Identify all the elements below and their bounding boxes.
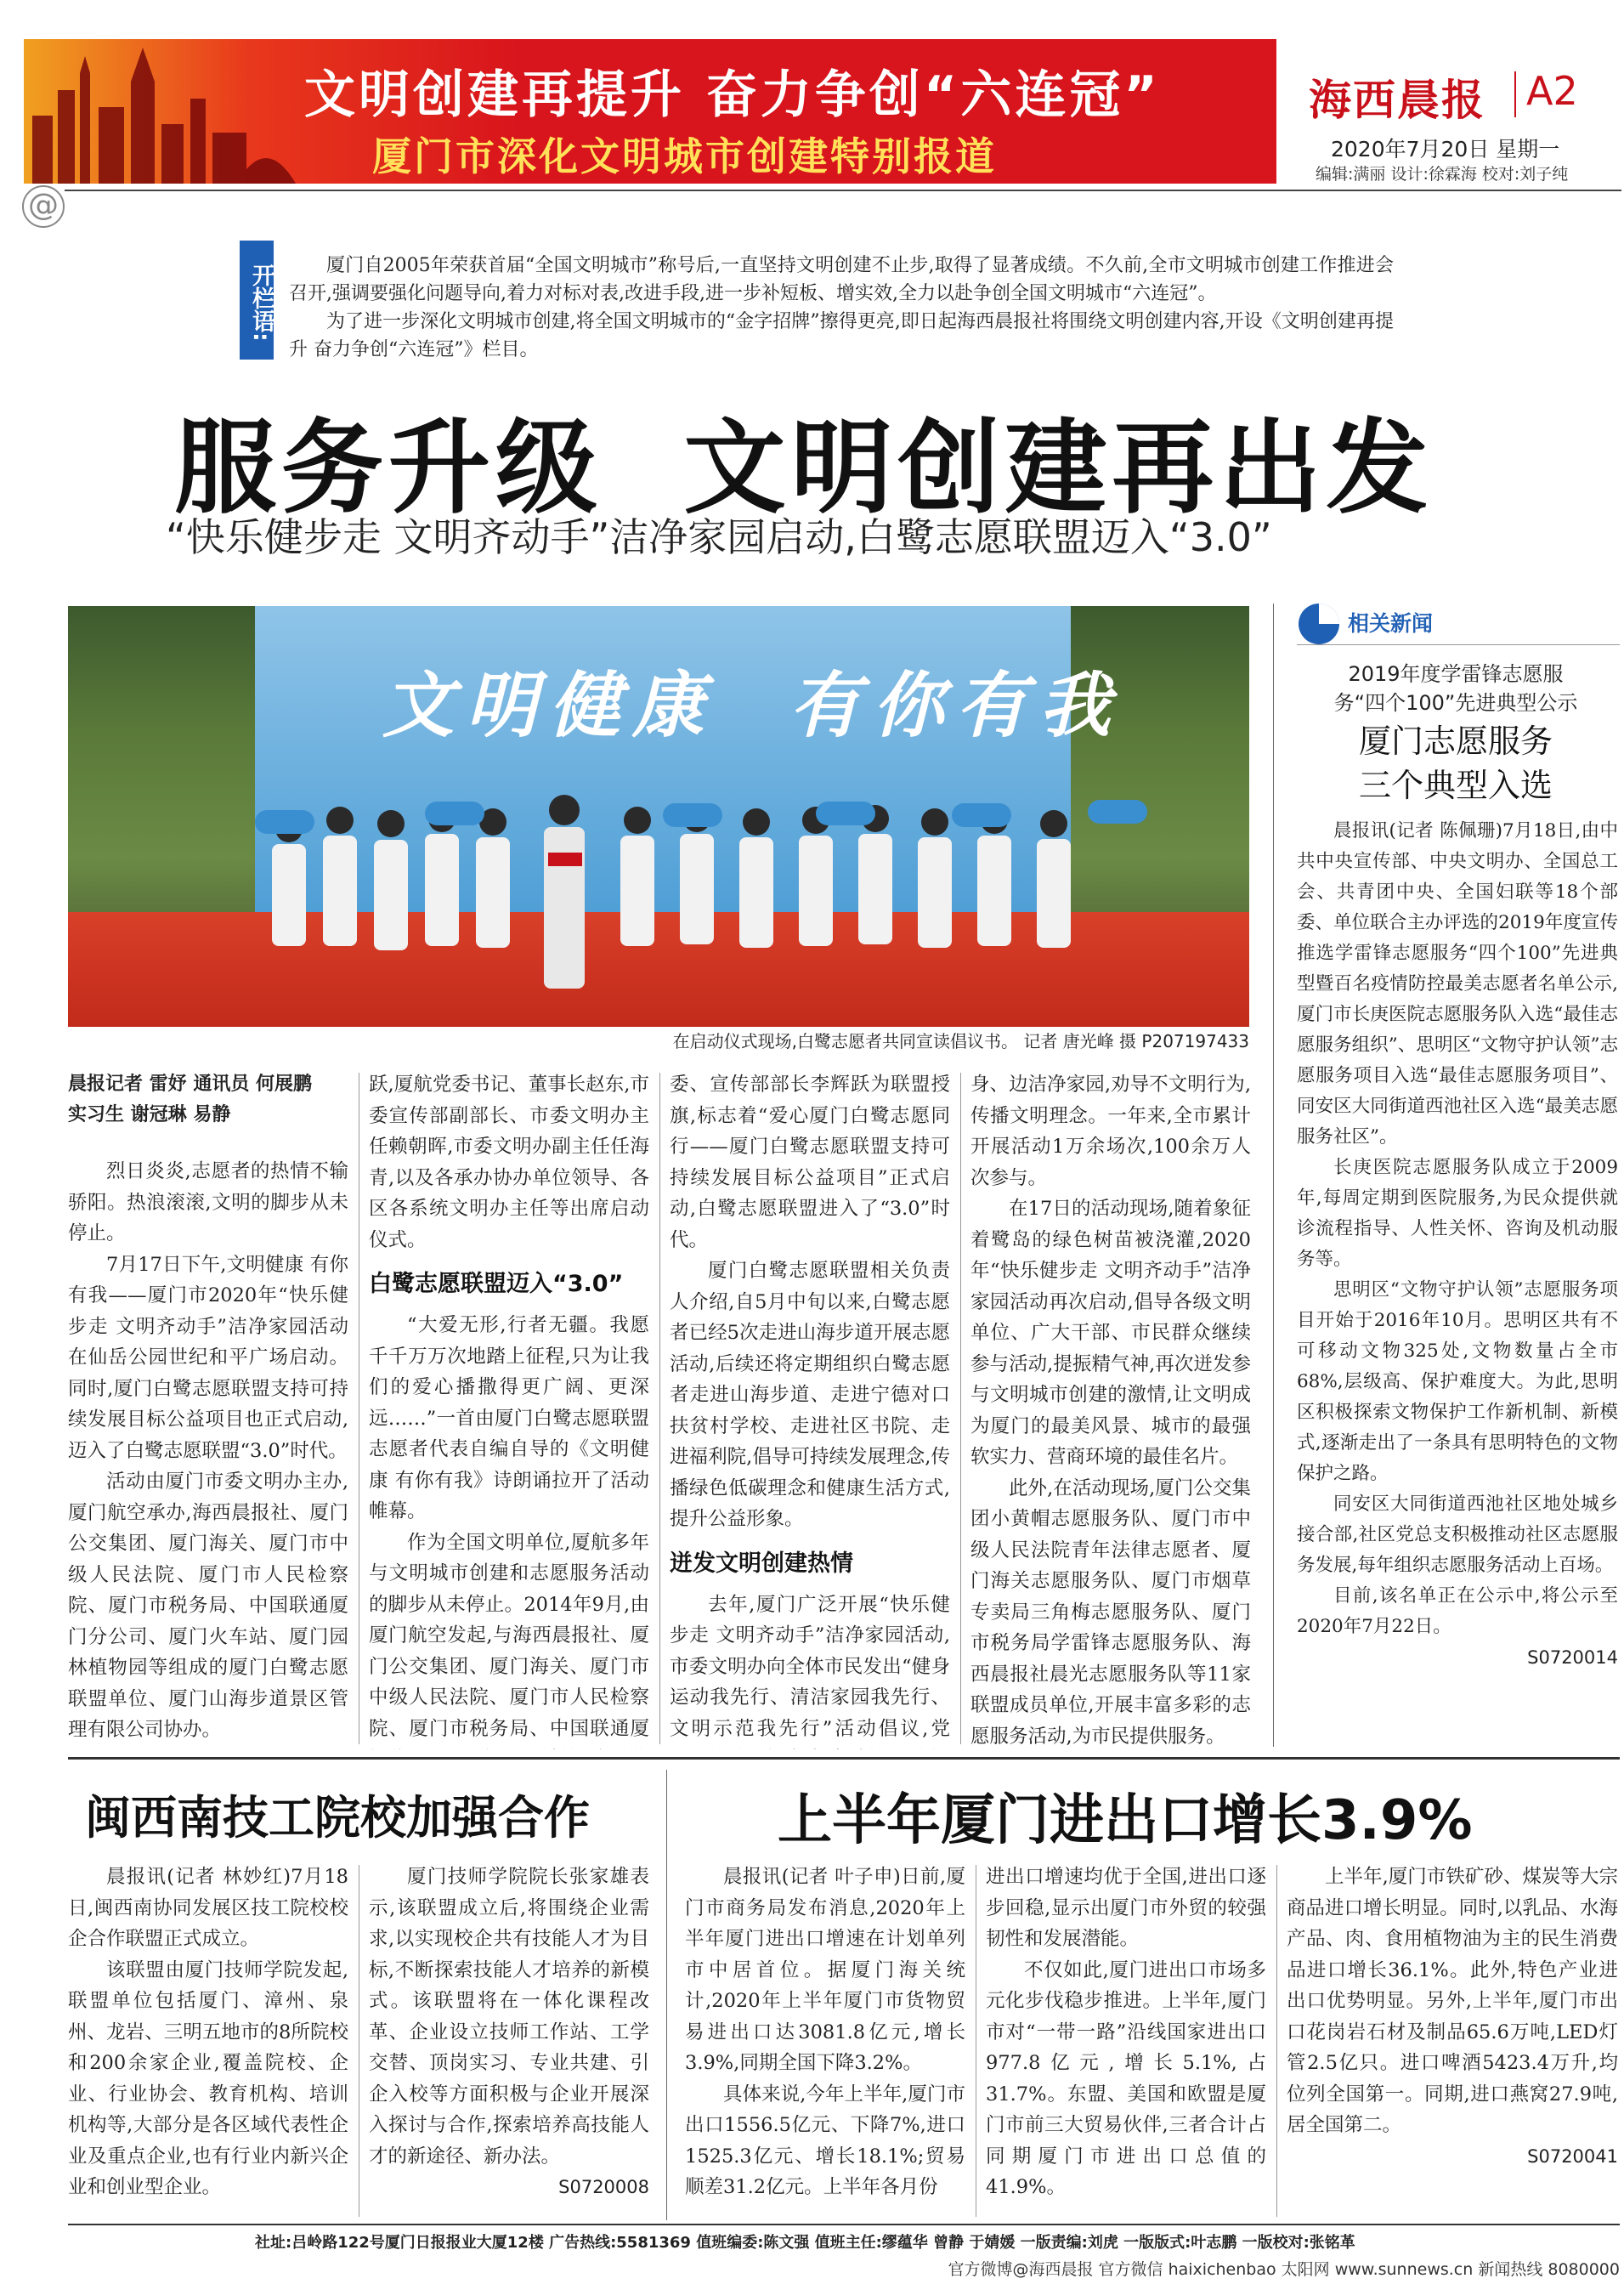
intro-tag-box [240,241,274,360]
story3-col-3 [1287,1862,1618,2219]
section-rule [68,1757,1620,1760]
related-body [1297,816,1618,1743]
related-label-rule [1297,644,1620,645]
intro-tag-label: 开栏语: [248,264,274,342]
body-paragraph: 7月17日下午,文明健康 有你有我——厦门市2020年“快乐健步走 文明齐动手”洁净家园活动在仙岳公园世纪和平广场启动。同时,厦门白鹭志愿联盟支持可持续发展目标公益项目也正式启动,迈入了白鹭志愿联盟“3.0”时代。 [68,1253,348,1462]
body-paragraph: 晨报讯(记者 陈佩珊)7月18日,由中共中央宣传部、中央文明办、全国总工会、共青团中央、全国妇联等18个部委、单位联合主办评选的2019年度宣传推选学雷锋志愿服务“四个100”先进典型暨百名疫情防控最美志愿者名单公示,厦门市长庚医院志愿服务队入选“最佳志愿服务组织”、思明区“文物守护认领”志愿服务项目入选“最佳志愿服务项目”、同安区大同街道西池社区入选“最美志愿服务社区”。 [1297,820,1618,1148]
story-code: S0720014 [1527,1647,1618,1668]
body-paragraph: 委、宣传部部长李辉跃为联盟授旗,标志着“爱心厦门白鹭志愿同行——厦门白鹭志愿联盟支持可持续发展目标公益项目”正式启动,白鹭志愿联盟进入了“3.0”时代。 [670,1074,950,1251]
city-skyline-icon [24,39,296,184]
volunteers-silhouettes [68,606,1249,1027]
body-paragraph: 活动由厦门市委文明办主办,厦门航空承办,海西晨报社、厦门公交集团、厦门海关、厦门市中级人民法院、厦门市人民检察院、厦门市税务局、中国联通厦门分公司、厦门火车站、厦门园林植物园等组成的厦门白鹭志愿联盟单位、厦门山海步道景区管理有限公司协办。 [68,1471,348,1741]
story2-col-2 [369,1862,649,2219]
page-number: A2 [1526,68,1578,114]
main-col-1 [68,1069,348,1749]
story2-headline: 闽西南技工院校加强合作 [85,1791,590,1845]
body-paragraph: 厦门技师学院院长张家雄表示,该联盟成立后,将围绕企业需求,以实现校企共有技能人才为目标,不断探索技能人才培养的新模式。该联盟将在一体化课程改革、企业设立技师工作站、工学交替、顶岗实习、专业共建、引企入校等方面积极与企业开展深入探讨与合作,探索培养高技能人才的新途径、新办法。 [369,1866,649,2168]
body-paragraph: 目前,该名单正在公示中,将公示至2020年7月22日。 [1297,1585,1618,1637]
body-paragraph: 烈日炎炎,志愿者的热情不输骄阳。热浪滚滚,文明的脚步从未停止。 [68,1160,348,1244]
footer-contacts: 官方微博@海西晨报 官方微信 haixichenbao 太阳网 www.sunnews.cn 新闻热线 8080000 [948,2260,1620,2279]
main-headline: 服务升级 文明创建再出发 [174,410,1434,528]
body-paragraph: 身、边洁净家园,劝导不文明行为,传播文明理念。一年来,全市累计开展活动1万余场次,100余万人次参与。 [970,1074,1251,1189]
footer-rule [68,2224,1620,2225]
body-paragraph: 思明区“文物守护认领”志愿服务项目开始于2016年10月。思明区共有不可移动文物325处,文物数量占全市68%,层级高、保护难度大。为此,思明区积极探索文物保护工作新机制、新模式,逐渐走出了一条具有思明特色的文物保护之路。 [1297,1279,1618,1484]
body-paragraph: 跃,厦航党委书记、董事长赵东,市委宣传部副部长、市委文明办主任赖朝晖,市委文明办副主任任海青,以及各承办协办单位领导、各区各系统文明办主任等出席启动仪式。 [369,1074,649,1251]
body-paragraph: 作为全国文明单位,厦航多年与文明城市创建和志愿服务活动的脚步从未停止。2014年9月,由厦门航空发起,与海西晨报社、厦门公交集团、厦门海关、厦门市中级人民法院、厦门市人民检察院、厦门市税务局、中国联通厦 [369,1531,649,1740]
pie-badge-icon [1297,602,1341,646]
story-divider [666,1770,667,2220]
header-slogan: 文明创建再提升 奋力争创“六连冠” [304,65,1161,125]
body-paragraph: 晨报讯(记者 叶子申)日前,厦门市商务局发布消息,2020年上半年厦门进出口增速在计划单列市中居首位。据厦门海关统计,2020年上半年厦门市货物贸易进出口达3081.8亿元,增长3.9%,同期全国下降3.2%。 [685,1866,965,2074]
photo-caption: 在启动仪式现场,白鹭志愿者共同宣读倡议书。 记者 唐光峰 摄 P207197433 [672,1031,1249,1051]
main-col-3 [670,1069,950,1749]
body-paragraph: 去年,厦门广泛开展“快乐健步走 文明齐动手”洁净家园活动,市委文明办向全体市民发出“健身运动我先行、清洁家园我先行、文明示范我先行”活动倡议,党 [670,1593,950,1740]
intro-paragraph: 为了进一步深化文明城市创建,将全国文明城市的“金字招牌”擦得更亮,即日起海西晨报社将围绕文明创建内容,开设《文明创建再提升 奋力争创“六连冠”》栏目。 [289,311,1394,360]
story3-col-1 [685,1862,965,2219]
body-paragraph: 厦门白鹭志愿联盟相关负责人介绍,自5月中旬以来,白鹭志愿者已经5次走进山海步道开展志愿活动,后续还将定期组织白鹭志愿者走进山海步道、走进宁德对口扶贫村学校、走进社区书院、走进福利院,倡导可持续发展理念,传播绿色低碳理念和健康生活方式,提升公益形象。 [670,1260,950,1530]
section-subhead: 白鹭志愿联盟迈入“3.0” [369,1271,624,1297]
col-divider [659,1073,660,1744]
at-icon: @ [22,185,65,228]
related-kicker-line: 2019年度学雷锋志愿服 [1348,662,1564,686]
footer-address: 社址:吕岭路122号厦门日报报业大厦12楼 广告热线:5581369 值班编委:陈文强 值班主任:缪蕴华 曾静 于婧媛 一版责编:刘虎 一版版式:叶志鹏 一版校对:张铭革 [255,2234,1355,2252]
story-code: S0720008 [558,2177,649,2197]
main-col-4 [970,1069,1251,1749]
body-paragraph: 进出口增速均优于全国,进出口逐步回稳,显示出厦门市外贸的较强韧性和发展潜能。 [986,1866,1266,1950]
body-paragraph: 同安区大同街道西池社区地处城乡接合部,社区党总支积极推动社区志愿服务发展,每年组织志愿服务活动上百场。 [1297,1493,1618,1576]
header-banner [24,39,1276,184]
related-label: 相关新闻 [1348,611,1434,636]
story-code: S0720041 [1527,2145,1618,2167]
main-col-2 [369,1069,649,1749]
body-paragraph: 此外,在活动现场,厦门公交集团小黄帽志愿服务队、厦门市中级人民法院青年法律志愿者、厦门海关志愿服务队、厦门市烟草专卖局三角梅志愿服务队、厦门市税务局学雷锋志愿服务队、海西晨报社晨光志愿服务队等11家联盟成员单位,开展丰富多彩的志愿服务活动,为市民提供服务。 [970,1476,1251,1748]
body-paragraph: 长庚医院志愿服务队成立于2009年,每周定期到医院服务,为民众提供就诊流程指导、人性关怀、咨询及机动服务等。 [1297,1157,1618,1270]
issue-date: 2020年7月20日 星期一 [1331,137,1560,162]
paper-logo: 海西晨报 [1309,75,1485,125]
story3-col-2 [986,1862,1266,2219]
body-paragraph [68,1746,348,1750]
story3-headline: 上半年厦门进出口增长3.9% [778,1789,1473,1852]
main-byline: 晨报记者 雷妤 通讯员 何展鹏 [68,1074,312,1095]
event-photo [68,606,1249,1027]
body-paragraph: 不仅如此,厦门进出口市场多元化步伐稳步推进。上半年,厦门市对“一带一路”沿线国家进出口977.8亿元,增长5.1%,占31.7%。东盟、美国和欧盟是厦门市前三大贸易伙伴,三者合计占同期厦门市进出口总值的41.9%。 [986,1958,1266,2198]
body-paragraph: 晨报讯(记者 林妙红)7月18日,闽西南协同发展区技工院校校企合作联盟正式成立。 [68,1866,348,1950]
body-paragraph: 上半年,厦门市铁矿砂、煤炭等大宗商品进口增长明显。同时,以乳品、水海产品、肉、食用植物油为主的民生消费品进口增长36.1%。此外,特色产业进出口优势明显。另外,上半年,厦门市出口花岗岩石材及制品65.6万吨,LED灯管2.5亿只。进口啤酒5423.4万升,均位列全国第一。同期,进口燕窝27.9吨,居全国第二。 [1287,1866,1618,2136]
sidebar-vrule [1273,604,1274,1747]
stage-banner-text: 文明健康 有你有我 [382,663,1123,747]
header-rule [65,190,1621,191]
section-subhead: 迸发文明创建热情 [670,1550,853,1577]
body-paragraph: 具体来说,今年上半年,厦门市出口1556.5亿元、下降7%,进口1525.3亿元、增长18.1%;贸易顺差31.2亿元。上半年各月份 [685,2083,965,2198]
body-paragraph: 该联盟由厦门技师学院发起,联盟单位包括厦门、漳州、泉州、龙岩、三明五地市的8所院校和200余家企业,覆盖院校、企业、行业协会、教育机构、培训机构等,大部分是各区域代表性企业及重点企业,也有行业内新兴企业和创业型企业。 [68,1958,348,2198]
editor-credits: 编辑:满丽 设计:徐霖海 校对:刘子纯 [1316,165,1569,184]
main-byline: 实习生 谢冠琳 易静 [68,1104,231,1125]
logo-divider [1514,71,1516,117]
body-paragraph: 在17日的活动现场,随着象征着鹭岛的绿色树苗被浇灌,2020年“快乐健步走 文明齐动手”洁净家园活动再次启动,倡导各级文明单位、广大干部、市民群众继续参与活动,提振精气神,再次迸发参与文明城市创建的激情,让文明成为厦门的最美风景、城市的最强软实力、营商环境的最佳名片。 [970,1198,1251,1468]
body-paragraph: “大爱无形,行者无疆。我愿千千万万次地踏上征程,只为让我们的爱心播撒得更广阔、更深远……”一首由厦门白鹭志愿联盟志愿者代表自编自导的《文明健康 有你有我》诗朗诵拉开了活动帷幕。 [369,1314,649,1522]
story2-col-1 [68,1862,348,2219]
intro-text [289,252,1394,364]
related-title-line: 三个典型入选 [1358,767,1553,804]
col-divider [1276,1865,1277,2217]
main-subhead: “快乐健步走 文明齐动手”洁净家园启动,白鹭志愿联盟迈入“3.0” [166,514,1272,560]
related-title-line: 厦门志愿服务 [1358,723,1553,760]
related-kicker [1290,660,1621,717]
intro-paragraph: 厦门自2005年荣获首届“全国文明城市”称号后,一直坚持文明创建不止步,取得了显著成绩。不久前,全市文明城市创建工作推进会召开,强调要强化问题导向,着力对标对表,改进手段,进一步补短板、增实效,全力以赴争创全国文明城市“六连冠”。 [289,255,1394,304]
header-series: 厦门市深化文明城市创建特别报道 [372,133,997,179]
related-kicker-line: 务“四个100”先进典型公示 [1333,691,1578,715]
related-title [1290,719,1621,808]
col-divider [960,1073,961,1744]
